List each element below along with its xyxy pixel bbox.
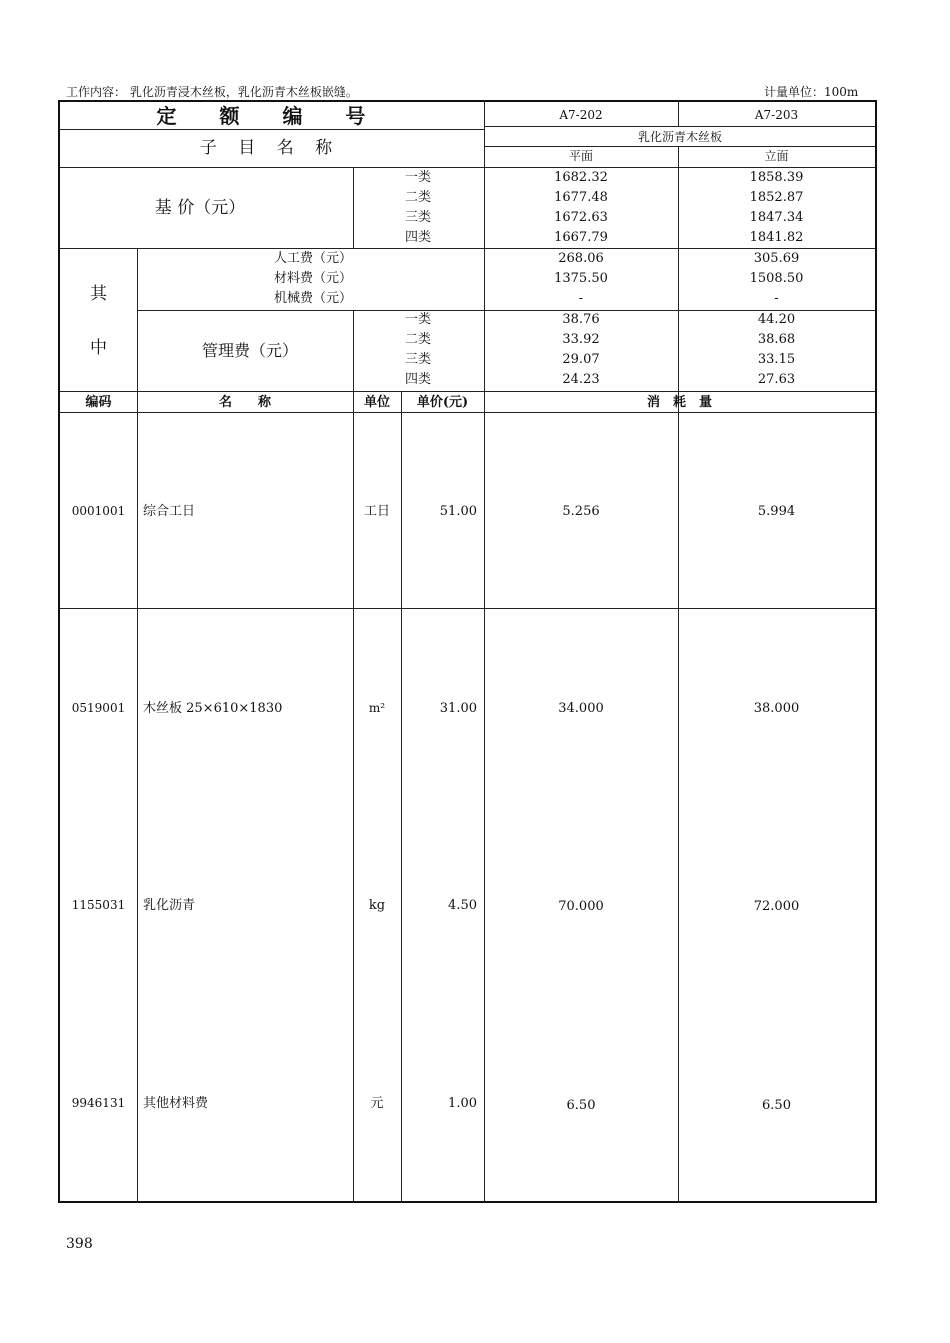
material-value: 1508.50 <box>749 271 804 286</box>
labor-value: 305.69 <box>753 251 800 266</box>
row-value: 6.50 <box>762 1098 791 1113</box>
row-value: 70.000 <box>558 899 604 914</box>
mgmt-value: 44.20 <box>757 312 796 327</box>
base-class-3: 三类 <box>404 210 431 225</box>
mgmt-class-1: 一类 <box>404 312 431 327</box>
row-name: 木丝板 25×610×1830 <box>143 701 283 716</box>
management-label: 管理费（元） <box>201 341 298 360</box>
row-value: 34.000 <box>558 701 604 716</box>
base-value: 1847.34 <box>749 210 804 225</box>
row-unit: 元 <box>370 1096 384 1111</box>
mgmt-class-4: 四类 <box>404 372 431 387</box>
group-name: 乳化沥青木丝板 <box>637 130 722 144</box>
material-value: 1375.50 <box>554 271 608 286</box>
row-unit: m² <box>368 701 386 715</box>
base-value: 1672.63 <box>554 210 608 225</box>
mgmt-value: 27.63 <box>757 372 796 387</box>
mgmt-value: 38.76 <box>562 312 600 327</box>
mgmt-value: 33.92 <box>562 332 600 347</box>
row-price: 1.00 <box>448 1096 477 1111</box>
labor-label: 人工费（元） <box>273 251 352 266</box>
mgmt-value: 33.15 <box>757 352 796 367</box>
machine-value: - <box>774 291 779 306</box>
base-value: 1677.48 <box>554 190 608 205</box>
row-name: 乳化沥青 <box>143 898 196 913</box>
column-sub-2: 立面 <box>764 149 789 163</box>
base-value: 1858.39 <box>749 170 804 185</box>
row-value: 72.000 <box>753 899 800 914</box>
row-code: 0519001 <box>71 701 126 715</box>
labor-value: 268.06 <box>558 251 604 266</box>
machine-label: 机械费（元） <box>273 291 352 306</box>
base-class-2: 二类 <box>404 190 431 205</box>
col-header-unit: 单位 <box>363 395 390 410</box>
base-value: 1682.32 <box>554 170 608 185</box>
row-code: 1155031 <box>71 898 126 912</box>
row-value: 6.50 <box>566 1098 596 1113</box>
among-label-top: 其 <box>90 284 107 304</box>
row-unit: kg <box>368 898 386 913</box>
row-code: 9946131 <box>71 1096 126 1110</box>
column-code-1: A7-202 <box>559 108 603 122</box>
machine-value: - <box>578 291 584 306</box>
mgmt-class-2: 二类 <box>404 332 431 347</box>
among-label-bottom: 中 <box>90 338 107 358</box>
base-value: 1841.82 <box>749 230 804 245</box>
material-label: 材料费（元） <box>273 271 352 286</box>
row-price: 4.50 <box>448 898 477 913</box>
col-header-name: 名 称 <box>218 395 271 410</box>
col-header-price: 单价(元) <box>416 395 469 410</box>
quota-no-label: 定 额 编 号 <box>156 104 384 128</box>
unit-note: 计量单位：100m <box>764 85 859 99</box>
mgmt-value: 24.23 <box>562 372 600 387</box>
mgmt-value: 38.68 <box>757 332 796 347</box>
base-class-4: 四类 <box>404 230 431 245</box>
row-name: 综合工日 <box>143 504 196 519</box>
row-value: 5.994 <box>757 504 796 519</box>
row-price: 51.00 <box>439 504 477 519</box>
base-value: 1852.87 <box>749 190 804 205</box>
column-sub-1: 平面 <box>568 149 593 163</box>
row-unit: 工日 <box>363 504 390 519</box>
col-header-consumption: 消 耗 量 <box>646 395 712 410</box>
base-value: 1667.79 <box>554 230 608 245</box>
base-price-label: 基 价（元） <box>154 198 246 218</box>
sub-item-label: 子 目 名 称 <box>199 138 341 158</box>
column-code-2: A7-203 <box>754 108 799 122</box>
row-name: 其他材料费 <box>143 1096 209 1111</box>
mgmt-class-3: 三类 <box>404 352 431 367</box>
row-value: 5.256 <box>562 504 600 519</box>
row-code: 0001001 <box>71 504 126 518</box>
row-price: 31.00 <box>439 701 477 716</box>
mgmt-value: 29.07 <box>562 352 600 367</box>
row-value: 38.000 <box>753 701 800 716</box>
base-class-1: 一类 <box>404 170 431 185</box>
work-content: 工作内容： 乳化沥青浸木丝板，乳化沥青木丝板嵌缝。 <box>66 85 358 99</box>
col-header-code: 编码 <box>85 395 112 410</box>
page-number: 398 <box>66 1236 93 1252</box>
